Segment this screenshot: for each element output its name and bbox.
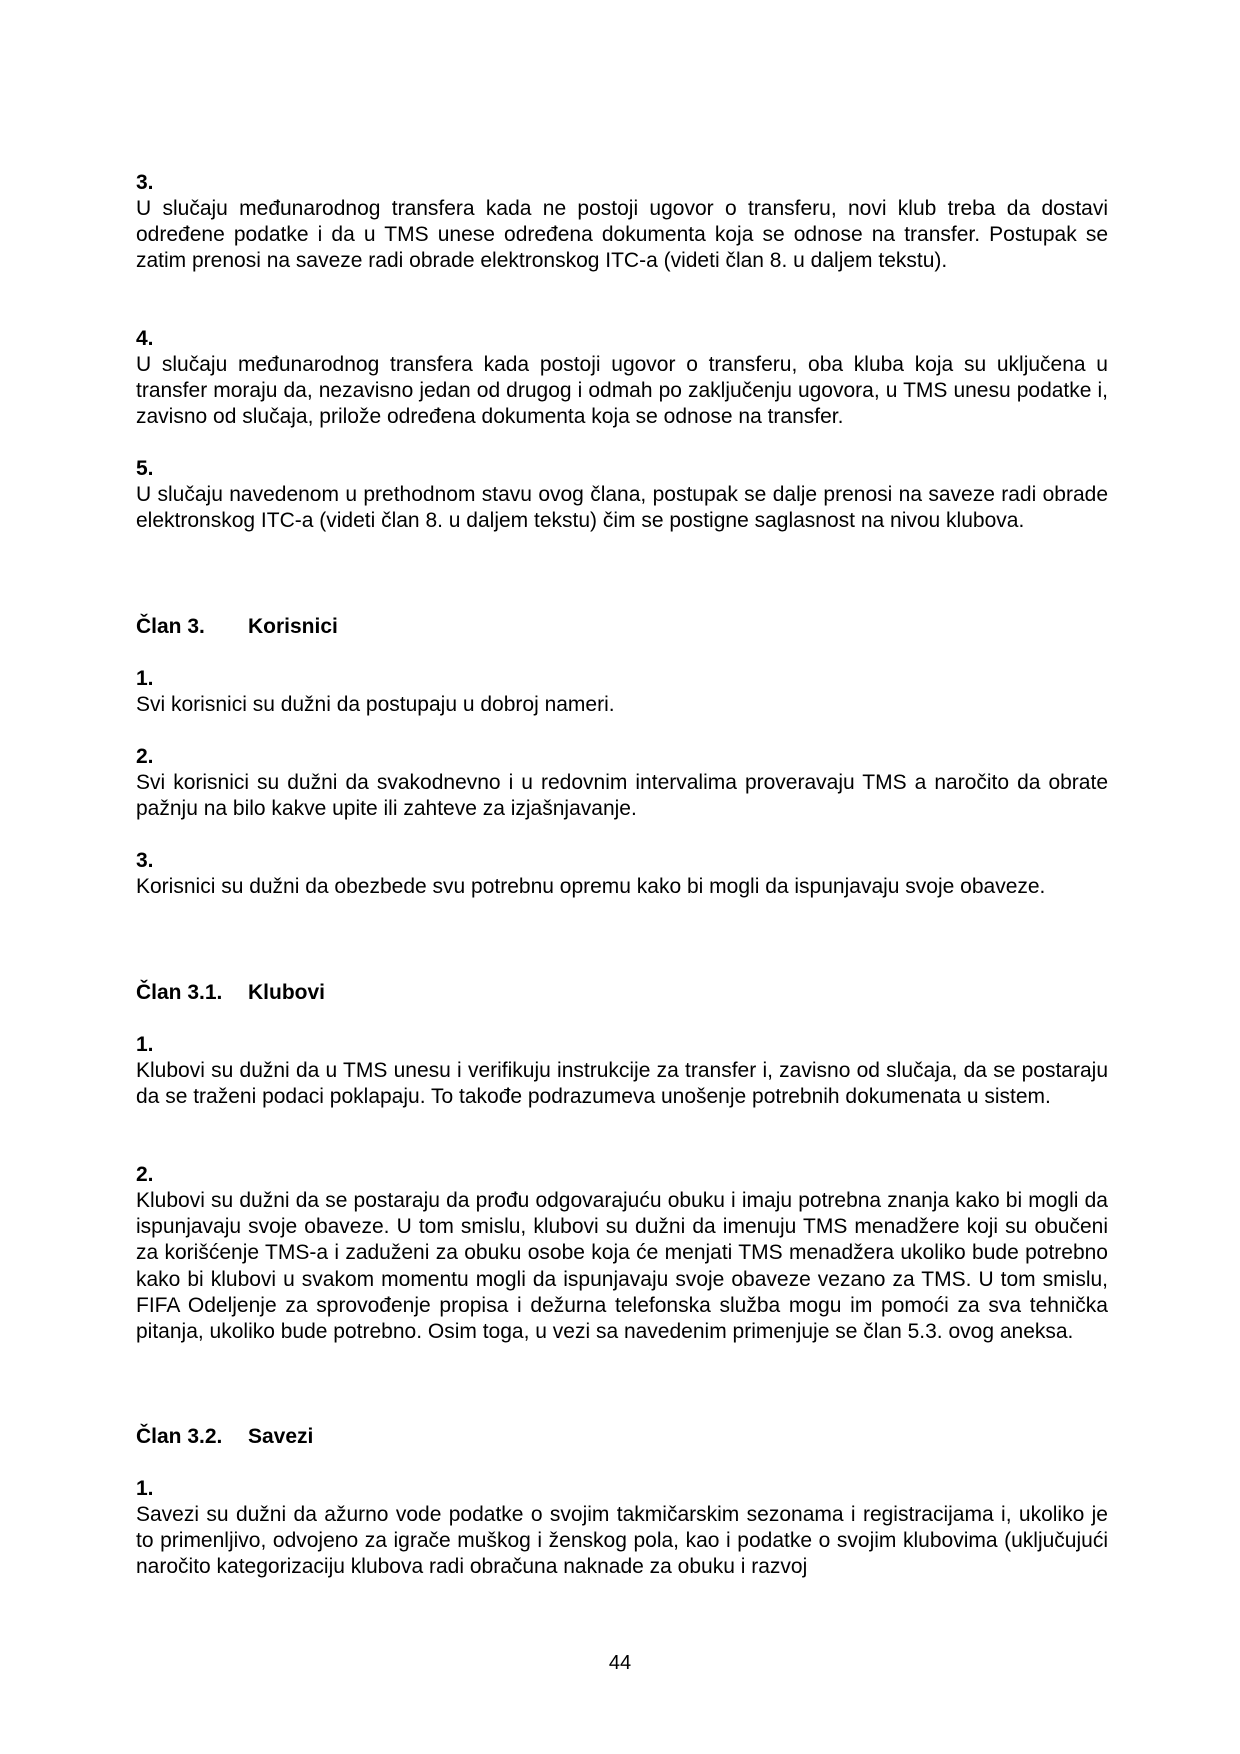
paragraph-number: 1. — [136, 667, 154, 690]
paragraph-text: Svi korisnici su dužni da svakodnevno i u redovnim intervalima proveravaju TMS a naročito da obrate pažnju na bilo kakve upite ili zahteve za izjašnjavanje. — [136, 771, 1108, 821]
paragraph-number: 2. — [136, 1163, 154, 1186]
section-heading-clan-3 — [136, 614, 338, 640]
paragraph-number: 2. — [136, 745, 154, 768]
paragraph-number: 5. — [136, 457, 154, 480]
section-code: Član 3.1. — [136, 981, 223, 1004]
section-code: Član 3. — [136, 615, 205, 638]
paragraph-text: U slučaju međunarodnog transfera kada postoji ugovor o transferu, oba kluba koja su uključena u transfer moraju da, nezavisno jedan od drugog i odmah po zaključenju ugovora, u TMS unesu podatke i, zavisno od slučaja, prilože određena dokumenta koja se odnose na transfer. — [136, 353, 1108, 429]
section-heading-clan-3-1 — [136, 980, 325, 1006]
paragraph-text: Klubovi su dužni da se postaraju da prođu odgovarajuću obuku i imaju potrebna znanja kako bi mogli da ispunjavaju svoje obaveze. U tom smislu, klubovi su dužni da imenuju TMS menadžere koji su obučeni za korišćenje TMS-a i zaduženi za obuku osobe koja će menjati TMS menadžera ukoliko bude potrebno kako bi klubovi u svakom momentu mogli da ispunjavaju svoje obaveze vezano za TMS. U tom smislu, FIFA Odeljenje za sprovođenje propisa i dežurna telefonska služba mogu im pomoći za sva tehnička pitanja, ukoliko bude potrebno. Osim toga, u vezi sa navedenim primenjuje se član 5.3. ovog aneksa. — [136, 1189, 1108, 1344]
clan-3-2-item-1 — [136, 1476, 1108, 1581]
paragraph-5 — [136, 456, 1108, 534]
clan-3-1-item-2 — [136, 1162, 1108, 1345]
clan-3-1-item-1 — [136, 1032, 1108, 1110]
paragraph-text: U slučaju međunarodnog transfera kada ne postoji ugovor o transferu, novi klub treba da dostavi određene podatke i da u TMS unese određena dokumenta koja se odnose na transfer. Postupak se zatim prenosi na saveze radi obrade elektronskog ITC-a (videti član 8. u daljem tekstu). — [136, 197, 1108, 273]
paragraph-text: U slučaju navedenom u prethodnom stavu ovog člana, postupak se dalje prenosi na saveze radi obrade elektronskog ITC-a (videti član 8. u daljem tekstu) čim se postigne saglasnost na nivou klubova. — [136, 483, 1108, 533]
paragraph-text: Svi korisnici su dužni da postupaju u dobroj nameri. — [136, 693, 615, 716]
paragraph-number: 1. — [136, 1033, 154, 1056]
clan-3-item-3 — [136, 848, 1108, 900]
section-code: Član 3.2. — [136, 1425, 223, 1448]
paragraph-text: Klubovi su dužni da u TMS unesu i verifikuju instrukcije za transfer i, zavisno od slučaja, da se postaraju da se traženi podaci poklapaju. To takođe podrazumeva unošenje potrebnih dokumenata u sistem. — [136, 1059, 1108, 1109]
paragraph-text: Korisnici su dužni da obezbede svu potrebnu opremu kako bi mogli da ispunjavaju svoje obaveze. — [136, 875, 1046, 898]
clan-3-item-1 — [136, 666, 1108, 718]
section-heading-clan-3-2 — [136, 1424, 314, 1450]
section-title: Korisnici — [248, 615, 338, 638]
paragraph-number: 3. — [136, 171, 154, 194]
section-title: Savezi — [248, 1425, 314, 1448]
section-title: Klubovi — [248, 981, 325, 1004]
clan-3-item-2 — [136, 744, 1108, 822]
paragraph-text: Savezi su dužni da ažurno vode podatke o svojim takmičarskim sezonama i registracijama i, ukoliko je to primenljivo, odvojeno za igrače muškog i ženskog pola, kao i podatke o svojim klubovima (uključujući naročito kategorizaciju klubova radi obračuna naknade za obuku i razvoj — [136, 1503, 1108, 1579]
paragraph-number: 3. — [136, 849, 154, 872]
paragraph-number: 1. — [136, 1477, 154, 1500]
paragraph-4 — [136, 326, 1108, 431]
paragraph-number: 4. — [136, 327, 154, 350]
paragraph-3 — [136, 170, 1108, 275]
page-number: 44 — [608, 1652, 632, 1674]
